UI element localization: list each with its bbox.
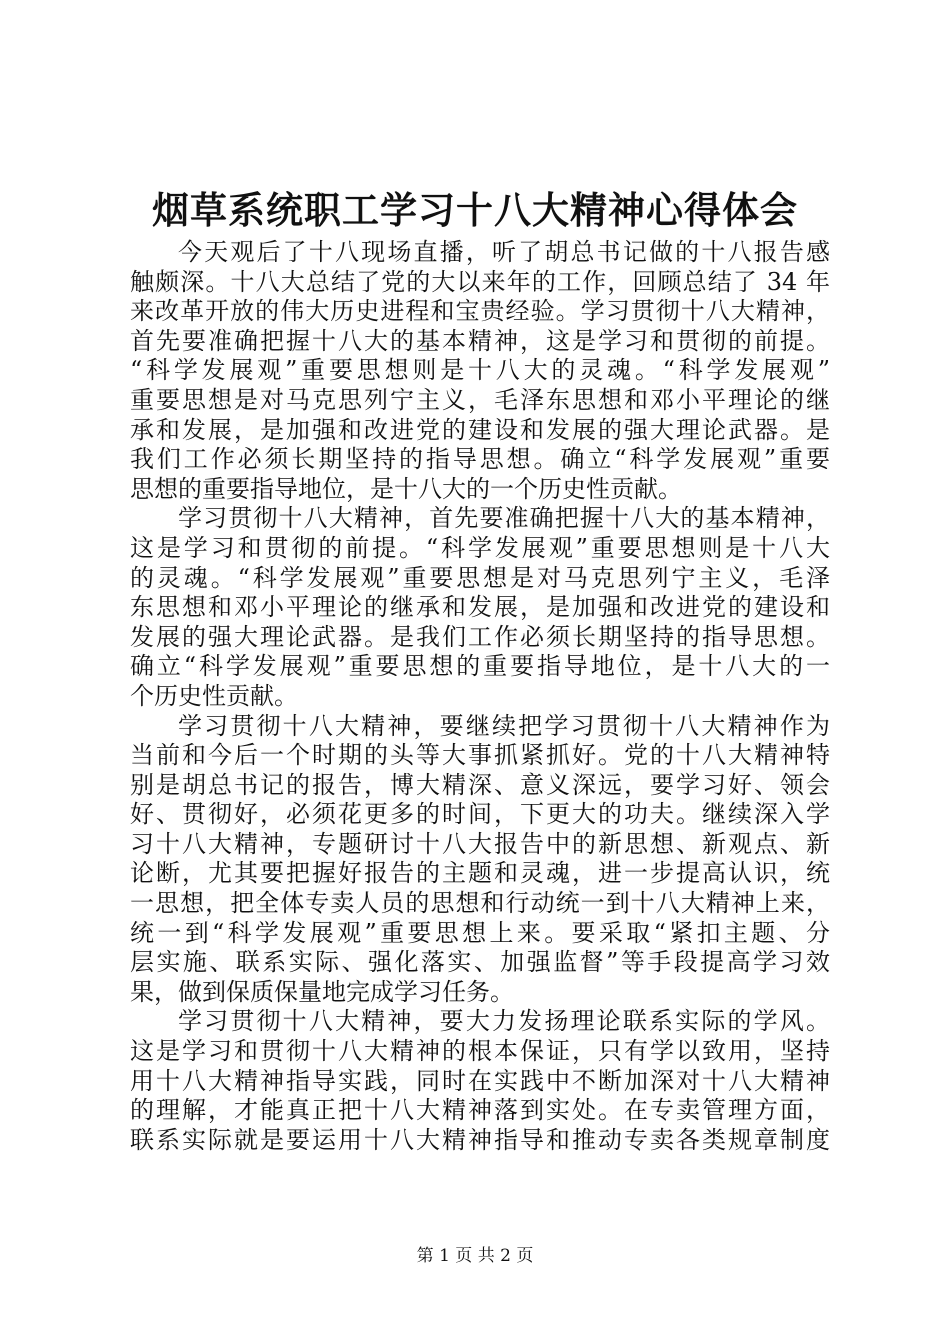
text-line: 一思想，把全体专卖人员的思想和行动统一到十八大精神上来， xyxy=(130,889,830,918)
document-body xyxy=(130,238,830,1155)
paragraph xyxy=(130,712,830,1008)
paragraph xyxy=(130,1007,830,1155)
text-line: 个历史性贡献。 xyxy=(130,681,298,710)
text-line: 重要思想是对马克思列宁主义，毛泽东思想和邓小平理论的继 xyxy=(130,385,830,414)
text-line: 联系实际就是要运用十八大精神指导和推动专卖各类规章制度 xyxy=(130,1125,830,1154)
text-line: 用十八大精神指导实践，同时在实践中不断加深对十八大精神 xyxy=(130,1066,830,1095)
text-line: 思想的重要指导地位，是十八大的一个历史性贡献。 xyxy=(130,474,682,503)
text-line: 论断，尤其要把握好报告的主题和灵魂，进一步提高认识，统 xyxy=(130,859,830,888)
paragraph xyxy=(130,238,830,504)
text-line: 首先要准确把握十八大的基本精神，这是学习和贯彻的前提。 xyxy=(130,326,830,355)
text-line: 发展的强大理论武器。是我们工作必须长期坚持的指导思想。 xyxy=(130,622,830,651)
text-line: 这是学习和贯彻的前提。“科学发展观”重要思想则是十八大 xyxy=(130,533,830,562)
text-line: 好、贯彻好，必须花更多的时间，下更大的功夫。继续深入学 xyxy=(130,800,830,829)
text-line: 今天观后了十八现场直播，听了胡总书记做的十八报告感 xyxy=(178,238,830,266)
text-line: 学习贯彻十八大精神，要继续把学习贯彻十八大精神作为 xyxy=(178,711,830,740)
paragraph xyxy=(130,504,830,711)
text-line: 习十八大精神，专题研讨十八大报告中的新思想、新观点、新 xyxy=(130,829,830,858)
text-line: 层实施、联系实际、强化落实、加强监督”等手段提高学习效 xyxy=(130,948,830,977)
text-line: 东思想和邓小平理论的继承和发展，是加强和改进党的建设和 xyxy=(130,593,830,622)
text-line: 触颇深。十八大总结了党的大以来年的工作，回顾总结了 34 年 xyxy=(130,267,830,296)
text-line: 学习贯彻十八大精神，首先要准确把握十八大的基本精神， xyxy=(178,504,830,533)
text-line: 果，做到保质保量地完成学习任务。 xyxy=(130,977,514,1006)
page-footer: 第 1 页 共 2 页 xyxy=(416,1246,534,1266)
text-line: 我们工作必须长期坚持的指导思想。确立“科学发展观”重要 xyxy=(130,445,830,474)
text-line: 的理解，才能真正把十八大精神落到实处。在专卖管理方面， xyxy=(130,1096,830,1125)
text-line: 这是学习和贯彻十八大精神的根本保证，只有学以致用，坚持 xyxy=(130,1037,830,1066)
text-line: 学习贯彻十八大精神，要大力发扬理论联系实际的学风。 xyxy=(178,1007,830,1036)
text-line: “科学发展观”重要思想则是十八大的灵魂。“科学发展观” xyxy=(130,356,830,385)
document-title: 烟草系统职工学习十八大精神心得体会 xyxy=(152,188,798,232)
text-line: 来改革开放的伟大历史进程和宝贵经验。学习贯彻十八大精神， xyxy=(130,297,830,326)
text-line: 统一到“科学发展观”重要思想上来。要采取“紧扣主题、分 xyxy=(130,918,830,947)
text-line: 承和发展，是加强和改进党的建设和发展的强大理论武器。是 xyxy=(130,415,830,444)
text-line: 确立“科学发展观”重要思想的重要指导地位，是十八大的一 xyxy=(130,652,830,681)
text-line: 别是胡总书记的报告，博大精深、意义深远，要学习好、领会 xyxy=(130,770,830,799)
text-line: 的灵魂。“科学发展观”重要思想是对马克思列宁主义，毛泽 xyxy=(130,563,830,592)
text-line: 当前和今后一个时期的头等大事抓紧抓好。党的十八大精神特 xyxy=(130,741,830,770)
